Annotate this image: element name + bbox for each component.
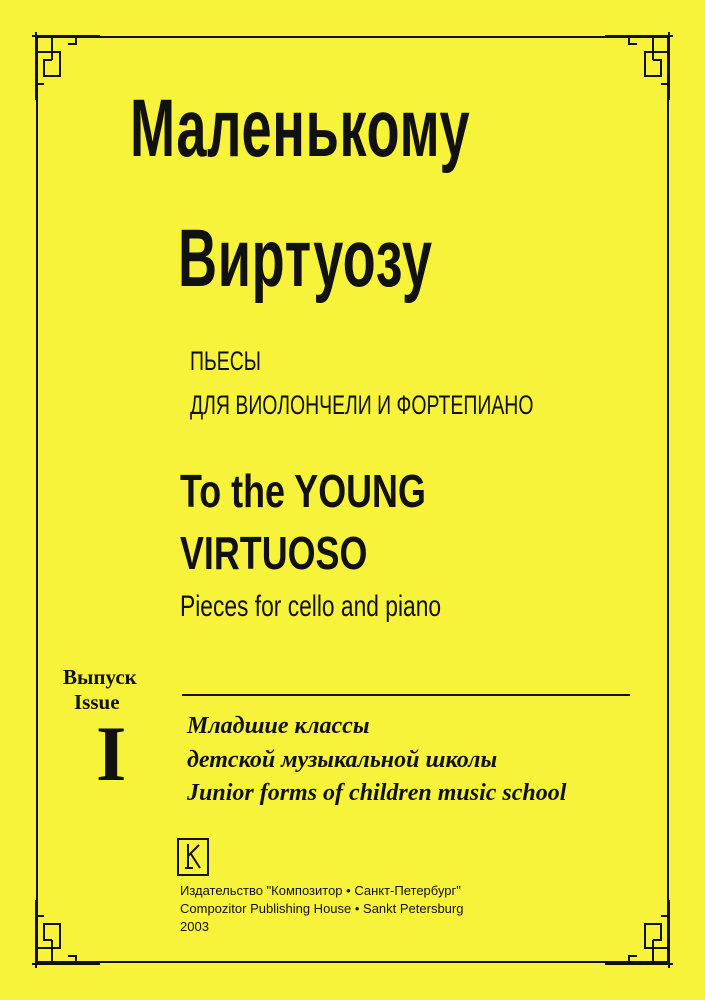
- forms-line-3: Junior forms of children music school: [187, 780, 567, 806]
- subtitle-ru-line-1: ПЬЕСЫ: [190, 346, 261, 376]
- forms-line-1: Младшие классы: [187, 713, 370, 739]
- publisher-logo-icon: [177, 838, 209, 876]
- corner-ornament-top-right: [599, 30, 675, 106]
- title-ru-line-1: Маленькому: [130, 83, 471, 174]
- publisher-line-en: Compozitor Publishing House • Sankt Petersburg: [180, 901, 464, 916]
- subtitle-en: Pieces for cello and piano: [180, 590, 442, 623]
- corner-ornament-top-left: [30, 30, 106, 106]
- issue-number: I: [96, 710, 127, 797]
- publisher-line-ru: Издательство "Композитор • Санкт-Петербург": [180, 883, 461, 898]
- title-en-line-2: VIRTUOSO: [180, 527, 368, 579]
- publication-year: 2003: [180, 919, 209, 934]
- corner-ornament-bottom-right: [599, 894, 675, 970]
- title-en-line-1: To the YOUNG: [180, 465, 426, 517]
- issue-label-ru: Выпуск: [63, 665, 137, 689]
- issue-label-en: Issue: [74, 690, 120, 714]
- forms-line-2: детской музыкальной школы: [187, 747, 498, 773]
- corner-ornament-bottom-left: [30, 894, 106, 970]
- title-ru-line-2: Виртуозу: [178, 213, 433, 304]
- divider-line: [182, 694, 630, 696]
- subtitle-ru-line-2: ДЛЯ ВИОЛОНЧЕЛИ И ФОРТЕПИАНО: [190, 390, 534, 420]
